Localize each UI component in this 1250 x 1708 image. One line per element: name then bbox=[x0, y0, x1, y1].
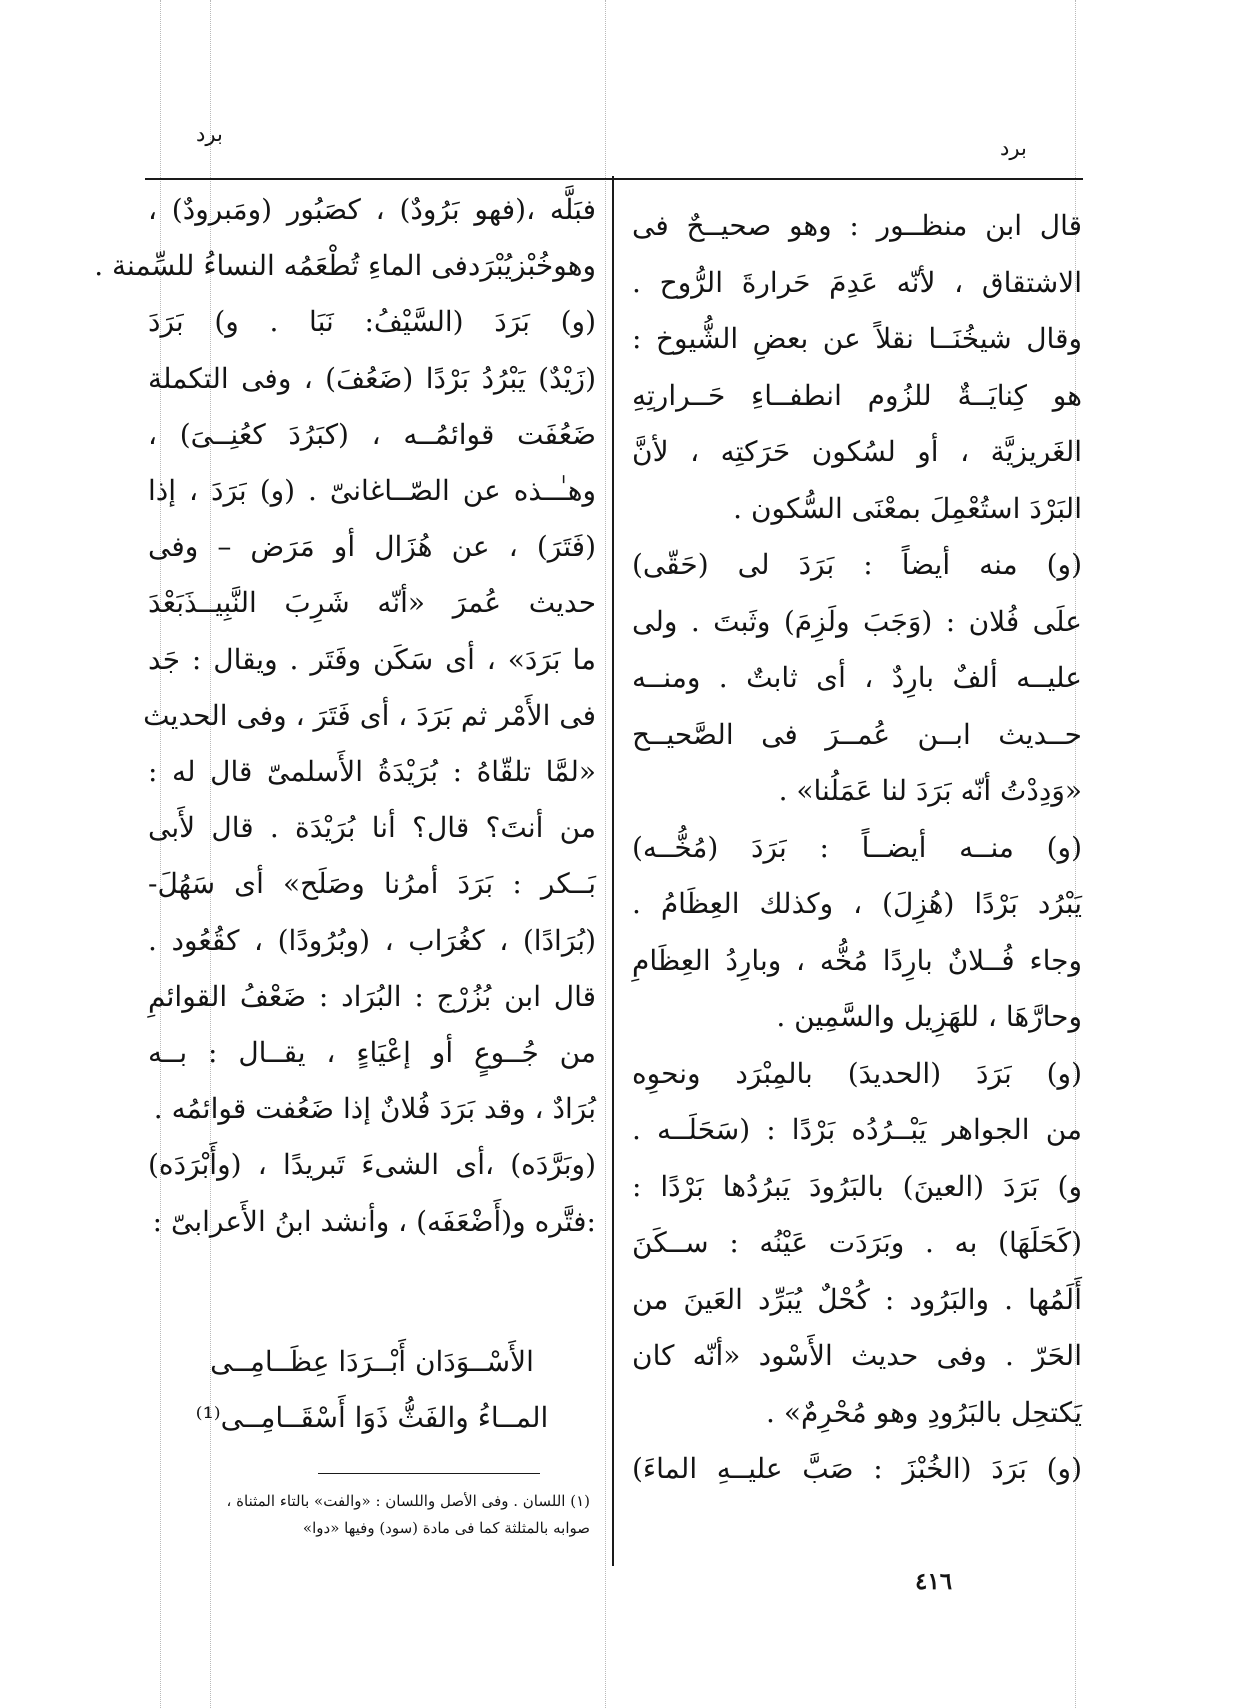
right-column-text bbox=[632, 198, 1082, 1498]
column-divider bbox=[612, 176, 614, 1566]
text-line: (و) منــه أيضــاً : بَرَدَ (مُخُّــه) bbox=[632, 830, 1082, 864]
text-line: ما بَرَدَ» ، أى سَكَن وفَتَر . ويقال : جَد bbox=[148, 642, 596, 676]
text-line: (بُرَادًا) ، كغُرَاب ، (وبُرُودًا) ، كقُعُود . bbox=[148, 923, 596, 957]
text-line: (و) بَرَدَ (الحديدَ) بالمِبْرَد ونحوِه bbox=[632, 1056, 1082, 1090]
footnote-rule bbox=[318, 1473, 540, 1474]
text-line: عليــه ألفٌ بارِدٌ ، أى ثابتٌ . ومنــه bbox=[632, 661, 1082, 694]
text-line: و) بَرَدَ (العينَ) بالبَرُودَ يَبرُدُها بَرْدًا : bbox=[632, 1169, 1082, 1203]
text-line: (و) بَرَدَ (الخُبْزَ : صَبَّ عليــهِ الماءَ) bbox=[632, 1452, 1082, 1485]
text-line: (زَيْدٌ) يَبْرُدُ بَرْدًا (ضَعُفَ) ، وفى التكملة bbox=[148, 361, 596, 395]
text-line: «وَدِدْتُ أنّه بَرَدَ لنا عَمَلُنا» . bbox=[778, 774, 1082, 807]
left-column-text bbox=[94, 182, 596, 1250]
text-line: وجاء فُــلانٌ بارِدًا مُخُّه ، وبارِدُ العِظَامِ bbox=[632, 943, 1082, 977]
footnote-line: صوابه بالمثلثة كما فى مادة (سود) وفيها «دوا» bbox=[302, 1519, 590, 1537]
text-line: قال ابن منظــور : وهو صحيــحٌ فى bbox=[632, 209, 1082, 242]
text-line: ضَعُفَت قوائمُــه ، (كبَرُدَ كعُنِــىَ) ، bbox=[148, 417, 596, 451]
running-header-left: برد bbox=[196, 122, 223, 146]
text-line: (فَتَرَ) ، عن هُزَال أو مَرَض – وفى bbox=[148, 530, 596, 564]
verse-line: الأَسْــوَدَان أَبْــرَدَا عِظَــامِــى bbox=[210, 1345, 534, 1378]
text-line: (كَحَلَهَا) به . وبَرَدَت عَيْنُه : ســكَنَ bbox=[632, 1226, 1082, 1259]
text-line: قال ابن بُزُرْج : البُرَاد : ضَعْفُ القوائمِ bbox=[148, 979, 596, 1013]
text-line: وقال شيخُنَــا نقلاً عن بعضِ الشُّيوخ : bbox=[632, 322, 1082, 355]
text-line: هو كِنايَــةٌ للزُوم انطفــاءِ حَــرارتِهِ bbox=[632, 378, 1082, 412]
text-line: «لمَّا تلقّاهُ : بُرَيْدَةُ الأَسلمىّ قال له : bbox=[148, 755, 596, 789]
text-line: بَــكر : بَرَدَ أمرُنا وصَلَح» أى سَهُلَ- bbox=[148, 867, 596, 901]
text-line: الاشتقاق ، لأنّه عَدِمَ حَرارةَ الرُّوح . bbox=[632, 265, 1082, 299]
footnote bbox=[150, 1488, 590, 1542]
text-line: فى الأَمْر ثم بَرَدَ ، أى فَتَرَ ، وفى الحديث bbox=[143, 698, 596, 732]
text-line: (وبَرَّدَه) ،أى الشىءَ تَبريدًا ، (وأَبْرَدَه) bbox=[148, 1148, 596, 1182]
text-line: حــديث ابــن عُمــرَ فى الصَّحيــح bbox=[632, 717, 1082, 751]
scan-guide-line bbox=[605, 0, 606, 1708]
text-line: وحارَّهَا ، للهَزِيل والسَّمِين . bbox=[776, 1000, 1082, 1033]
text-line: الحَرّ . وفى حديث الأَسْود «أنّه كان bbox=[632, 1339, 1082, 1372]
text-line: البَرْدَ استُعْمِلَ بمعْنَى السُّكون . bbox=[733, 491, 1082, 525]
text-line: الغَريزيَّة ، أو لسُكون حَرَكتِه ، لأنَّ bbox=[632, 435, 1082, 468]
footnote-line: (١) اللسان . وفى الأصل واللسان : «والفت» بالتاء المثناة ، bbox=[226, 1492, 590, 1510]
verse-line: المــاءُ والفَثُّ ذَوَا أَسْقَــامِــى⁽¹⁾ bbox=[195, 1401, 549, 1434]
text-line: من جُــوعٍ أو إعْيَاءٍ ، يقــال : بــه bbox=[148, 1036, 596, 1070]
header-rule bbox=[145, 178, 1083, 180]
page-number: ٤١٦ bbox=[915, 1568, 953, 1595]
text-line: يَكتحِل بالبَرُودِ وهو مُحْرِمٌ» . bbox=[766, 1395, 1082, 1429]
text-line: وهوخُبْزيُبْرَدفى الماءِ تُطْعَمُه النساءُ للسِّمنة . bbox=[94, 249, 596, 283]
text-line: بُرَادٌ ، وقد بَرَدَ فُلانٌ إذا ضَعُفت قوائمُه . bbox=[153, 1092, 596, 1126]
text-line: من أنتَ؟ قال؟ أنا بُرَيْدَة . قال لأَبى bbox=[148, 811, 596, 845]
text-line: أَلَمُها . والبَرُود : كُحْلٌ يُبَرِّد العَينَ من bbox=[632, 1282, 1082, 1316]
verse-block bbox=[148, 1334, 596, 1446]
text-line: وهـٰــذه عن الصّــاغانىّ . (و) بَرَدَ ، إذا bbox=[148, 474, 596, 508]
text-line: فبَلَّه ،(فهو بَرُودٌ) ، كصَبُور (ومَبرودٌ) ، bbox=[148, 193, 596, 226]
text-line: حديث عُمرَ «أنّه شَرِبَ النَّبِيــذَبَعْدَ bbox=[148, 586, 596, 620]
text-line: :فتَّره و(أَضْعَفَه) ، وأنشد ابنُ الأَعرابىّ : bbox=[152, 1204, 596, 1238]
running-header-right: برد bbox=[1000, 136, 1027, 160]
text-line: (و) بَرَدَ (السَّيْفُ: نَبَا . و) بَرَدَ bbox=[148, 305, 596, 339]
text-line: (و) منه أيضاً : بَرَدَ لى (حَقّى) bbox=[632, 548, 1082, 581]
text-line: علَى فُلان : (وَجَبَ ولَزِمَ) وثَبتَ . ولى bbox=[632, 604, 1082, 638]
text-line: من الجواهر يَبْــرُدُه بَرْدًا : (سَحَلَــه . bbox=[632, 1113, 1082, 1146]
text-line: يَبْرُد بَرْدًا (هُزِلَ) ، وكذلك العِظَامُ . bbox=[632, 887, 1082, 920]
